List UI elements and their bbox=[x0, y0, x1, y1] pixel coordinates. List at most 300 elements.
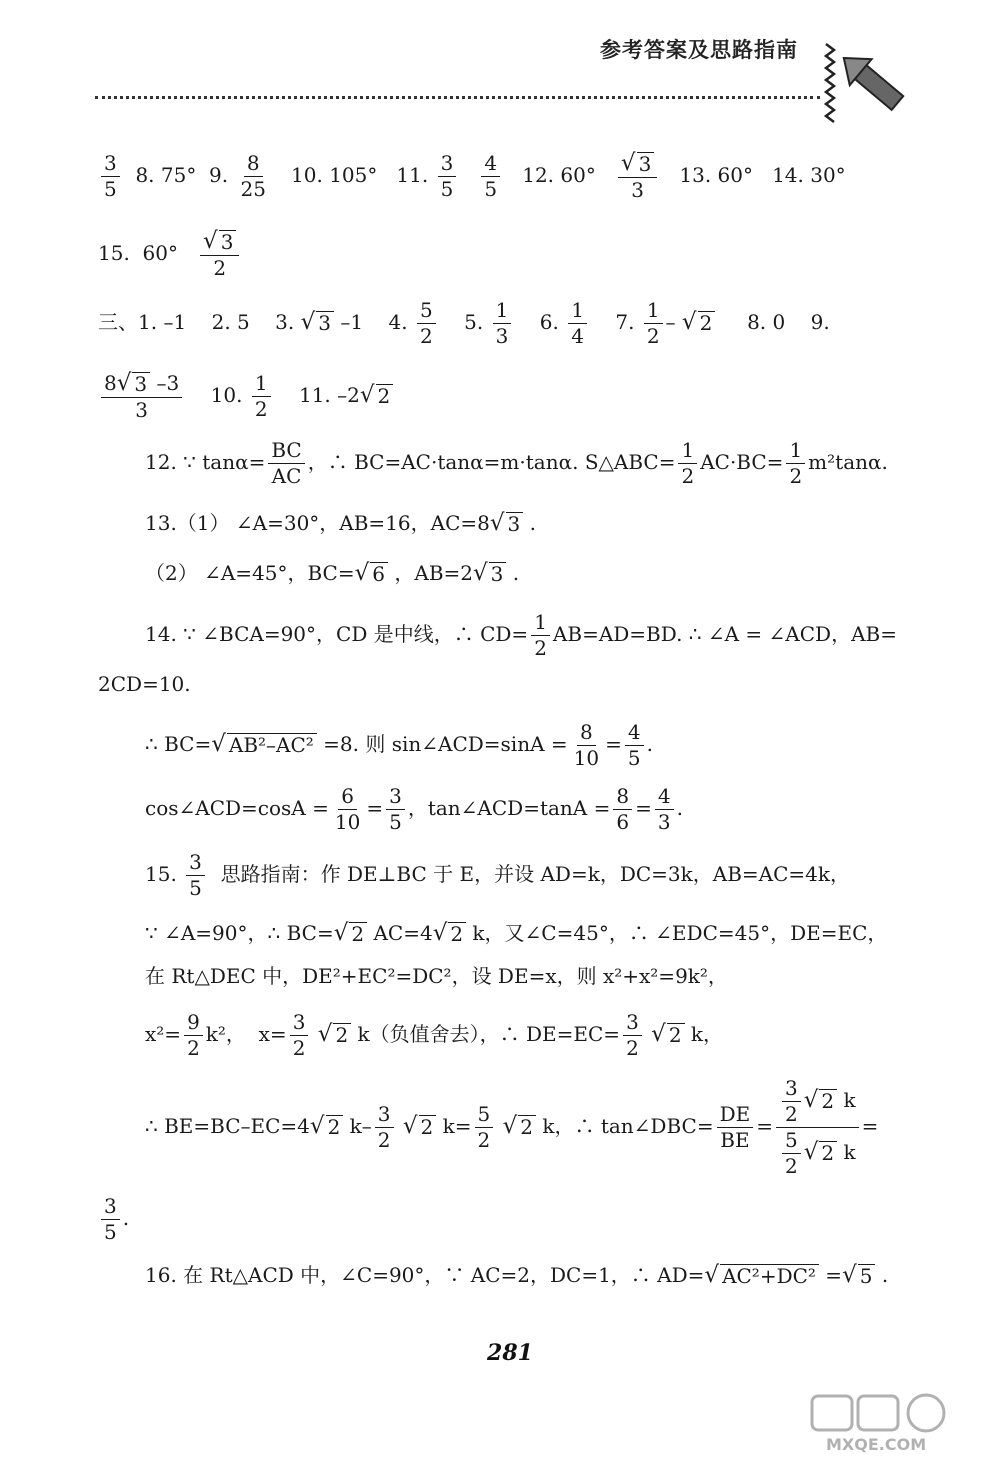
math-text: 2 bbox=[534, 636, 547, 660]
math-text: 9 bbox=[187, 1010, 200, 1034]
math-text: BE bbox=[720, 1128, 750, 1152]
fraction bbox=[252, 373, 271, 420]
numerator bbox=[438, 153, 457, 177]
text-run: = bbox=[635, 796, 652, 820]
radicand bbox=[333, 1023, 351, 1046]
math-text: 5 bbox=[477, 1102, 491, 1126]
text-run: = bbox=[605, 732, 622, 756]
math-text: 8 bbox=[616, 784, 630, 808]
math-text: 1 bbox=[789, 438, 803, 462]
watermark-logo-icon bbox=[806, 1392, 996, 1456]
text-run: k bbox=[837, 1088, 856, 1112]
math-text: 3 bbox=[104, 1194, 117, 1218]
radicand bbox=[370, 562, 388, 585]
fraction bbox=[717, 1104, 754, 1151]
sqrt-expression bbox=[804, 1089, 837, 1112]
text-run: 8. 0 9. bbox=[715, 310, 830, 334]
radicand bbox=[326, 1115, 344, 1138]
radicand bbox=[489, 562, 507, 585]
radical-sign-icon: √ bbox=[473, 560, 488, 586]
math-text: 2 bbox=[420, 1115, 434, 1139]
math-text: 2 bbox=[327, 1115, 341, 1139]
fraction bbox=[386, 786, 405, 833]
numerator bbox=[184, 1012, 203, 1036]
text-run: k²， x= bbox=[205, 1022, 287, 1046]
text-run: 16. 在 Rt△ACD 中，∠C=90°，∵ AC=2，DC=1，∴ AD= bbox=[145, 1263, 705, 1287]
math-text: 2 bbox=[351, 922, 365, 946]
answer-line bbox=[98, 300, 830, 347]
fraction bbox=[290, 1012, 309, 1059]
text-run: AB=AD=BD. ∴ ∠A = ∠ACD，AB= bbox=[552, 622, 897, 646]
numerator bbox=[613, 786, 632, 810]
radicand bbox=[858, 1264, 876, 1287]
radicand bbox=[506, 512, 524, 535]
sqrt-expression bbox=[301, 311, 334, 334]
radical-sign-icon: √ bbox=[203, 228, 218, 254]
math-text: 5 bbox=[859, 1264, 873, 1288]
text-run: = bbox=[756, 1114, 773, 1138]
math-text: 3 bbox=[318, 311, 332, 335]
denominator bbox=[269, 464, 305, 487]
radical-sign-icon: √ bbox=[359, 382, 375, 408]
denominator bbox=[644, 324, 663, 347]
denominator bbox=[290, 1036, 309, 1059]
radicand bbox=[667, 1023, 685, 1046]
math-text: 25 bbox=[240, 177, 266, 201]
numerator bbox=[678, 440, 697, 464]
denominator bbox=[238, 177, 269, 200]
text-run: . bbox=[676, 796, 683, 820]
fraction bbox=[101, 1196, 120, 1243]
fraction bbox=[481, 153, 500, 200]
math-text: 3 bbox=[785, 1076, 798, 1100]
math-text: 10 bbox=[573, 746, 600, 770]
fraction bbox=[493, 300, 512, 347]
answer-line bbox=[98, 1196, 129, 1243]
header-divider bbox=[95, 96, 820, 99]
denominator bbox=[571, 746, 602, 769]
text-run: . bbox=[122, 1206, 130, 1230]
radicand bbox=[376, 384, 394, 407]
math-text: 5 bbox=[627, 746, 641, 770]
radical-sign-icon: √ bbox=[502, 1113, 518, 1139]
answer-line bbox=[145, 512, 536, 535]
page-number: 281 bbox=[487, 1340, 533, 1366]
sqrt-expression bbox=[621, 152, 654, 175]
math-text: 2 bbox=[419, 324, 433, 348]
numerator bbox=[101, 1196, 120, 1220]
math-text: 3 bbox=[377, 1102, 391, 1126]
radical-sign-icon: √ bbox=[309, 1113, 325, 1139]
math-text: 4 bbox=[571, 324, 584, 348]
sqrt-expression bbox=[503, 1115, 536, 1138]
denominator bbox=[493, 324, 512, 347]
math-text: 2 bbox=[785, 1154, 798, 1178]
sqrt-expression bbox=[842, 1264, 875, 1287]
numerator bbox=[717, 1104, 754, 1128]
math-text: 6 bbox=[341, 784, 354, 808]
answer-line bbox=[145, 562, 519, 585]
text-run: 6. bbox=[514, 310, 566, 334]
math-text: 2 bbox=[377, 1128, 391, 1152]
math-text: 1 bbox=[495, 298, 509, 322]
math-text: 1 bbox=[254, 371, 268, 395]
math-text: 2 bbox=[292, 1036, 306, 1060]
fraction bbox=[782, 1078, 801, 1125]
denominator bbox=[481, 177, 500, 200]
numerator bbox=[200, 230, 239, 256]
numerator bbox=[475, 1104, 494, 1128]
denominator bbox=[332, 810, 363, 833]
denominator bbox=[782, 1154, 801, 1177]
text-run: 三、1. –1 2. 5 3. bbox=[98, 310, 301, 334]
answer-line bbox=[145, 440, 888, 487]
math-text: 1 bbox=[534, 610, 547, 634]
numerator bbox=[386, 786, 405, 810]
sqrt-expression bbox=[334, 922, 367, 945]
text-run: AC=4 bbox=[367, 921, 433, 945]
answer-line bbox=[145, 612, 897, 659]
numerator bbox=[186, 852, 205, 876]
radicand bbox=[219, 230, 237, 253]
numerator bbox=[782, 1130, 801, 1154]
fraction bbox=[655, 786, 674, 833]
math-text: 3 bbox=[631, 178, 644, 202]
answer-line bbox=[145, 966, 728, 986]
math-text: 3 bbox=[292, 1010, 306, 1034]
text-run: 15. bbox=[145, 862, 184, 886]
text-run: . bbox=[506, 561, 520, 585]
radicand bbox=[316, 311, 334, 334]
radicand bbox=[419, 1115, 437, 1138]
answer-line bbox=[145, 922, 887, 945]
fraction bbox=[101, 153, 120, 200]
fraction bbox=[786, 440, 805, 487]
text-run: 13. 60° 14. 30° bbox=[660, 163, 846, 187]
denominator bbox=[786, 464, 805, 487]
text-run: ，AB=2 bbox=[388, 561, 473, 585]
denominator bbox=[625, 746, 644, 769]
math-text: 2 bbox=[646, 324, 660, 348]
numerator bbox=[786, 440, 805, 464]
sqrt-expression bbox=[355, 562, 388, 585]
text-run: k= bbox=[436, 1114, 472, 1138]
radical-sign-icon: √ bbox=[354, 560, 370, 586]
text-run: 8 bbox=[104, 371, 117, 395]
math-text: 2 bbox=[789, 464, 803, 488]
sqrt-expression bbox=[211, 733, 317, 756]
answer-line bbox=[145, 1264, 888, 1287]
math-text: 5 bbox=[189, 876, 202, 900]
fraction bbox=[625, 722, 644, 769]
fraction bbox=[184, 1012, 203, 1059]
math-text: 3 bbox=[220, 230, 234, 254]
math-text: 2 bbox=[821, 1089, 835, 1113]
text-run: ，∴ BC=AC·tanα=m·tanα. S△ABC= bbox=[307, 450, 676, 474]
text-run: m²tanα. bbox=[808, 450, 888, 474]
denominator bbox=[655, 810, 674, 833]
radical-sign-icon: √ bbox=[211, 731, 226, 757]
math-text: 2 bbox=[699, 311, 713, 335]
math-group bbox=[104, 371, 179, 395]
numerator bbox=[577, 722, 596, 746]
text-run: = bbox=[366, 796, 384, 820]
math-text: 5 bbox=[785, 1128, 798, 1152]
math-text: 2 bbox=[668, 1023, 682, 1047]
sqrt-expression bbox=[490, 512, 523, 535]
text-run: cos∠ACD=cosA = bbox=[145, 796, 329, 820]
answer-line bbox=[98, 372, 393, 421]
text-run: = bbox=[861, 1114, 879, 1138]
text-run: 15. 60° bbox=[98, 241, 198, 265]
text-run: . bbox=[646, 732, 653, 756]
numerator bbox=[655, 786, 674, 810]
sqrt-expression bbox=[704, 1264, 819, 1287]
text-run: 14. ∵ ∠BCA=90°，CD 是中线，∴ CD= bbox=[145, 622, 529, 646]
math-text: 3 bbox=[657, 810, 671, 834]
math-text: 10 bbox=[334, 810, 361, 834]
denominator bbox=[438, 177, 457, 200]
text-run: 12. ∵ tanα= bbox=[145, 450, 266, 474]
math-text: 4 bbox=[627, 720, 641, 744]
text-run: 13.（1） ∠A=30°，AB=16，AC=8 bbox=[145, 511, 490, 535]
text-run: 10. 105° 11. bbox=[271, 163, 435, 187]
denominator bbox=[375, 1128, 394, 1151]
denominator bbox=[623, 1036, 642, 1059]
math-text: 5 bbox=[389, 810, 402, 834]
numerator bbox=[481, 153, 500, 177]
text-run: k， bbox=[684, 1022, 724, 1046]
denominator bbox=[475, 1128, 494, 1151]
math-text: 3 bbox=[490, 562, 504, 586]
text-run: 10. bbox=[185, 383, 249, 407]
text-run: 12. 60° bbox=[503, 163, 615, 187]
math-group bbox=[779, 1076, 856, 1126]
fraction bbox=[776, 1078, 859, 1177]
denominator bbox=[782, 1102, 801, 1125]
math-text: DE bbox=[719, 1102, 751, 1126]
radical-sign-icon: √ bbox=[402, 1113, 418, 1139]
text-run: 思路指南：作 DE⊥BC 于 E，并设 AD=k，DC=3k，AB=AC=4k， bbox=[207, 862, 851, 886]
math-text: 1 bbox=[681, 438, 695, 462]
fraction bbox=[571, 722, 602, 769]
fraction bbox=[101, 372, 182, 421]
math-text: 2 bbox=[254, 397, 268, 421]
denominator bbox=[186, 876, 205, 899]
answer-line bbox=[145, 1012, 723, 1059]
math-text: 2 bbox=[681, 464, 695, 488]
math-text: 8 bbox=[246, 151, 260, 175]
radical-sign-icon: √ bbox=[317, 1021, 333, 1047]
text-run: 8. 75° 9. bbox=[122, 163, 235, 187]
sqrt-expression bbox=[403, 1115, 436, 1138]
fraction bbox=[618, 152, 657, 201]
math-text: 3 bbox=[134, 372, 148, 396]
sqrt-expression bbox=[310, 1115, 343, 1138]
fraction bbox=[332, 786, 363, 833]
denominator bbox=[717, 1128, 752, 1151]
fraction bbox=[782, 1130, 801, 1177]
math-text: AC bbox=[271, 464, 302, 488]
fraction bbox=[238, 153, 269, 200]
math-text: 2 bbox=[626, 1036, 639, 1060]
sqrt-expression bbox=[651, 1023, 684, 1046]
radicand bbox=[819, 1141, 837, 1164]
math-text: 5 bbox=[419, 298, 433, 322]
math-text: 2 bbox=[821, 1141, 835, 1165]
text-run: k，∴ tan∠DBC= bbox=[535, 1114, 714, 1138]
math-text: 2 bbox=[187, 1036, 200, 1060]
text-run: 11. –2 bbox=[273, 383, 360, 407]
numerator bbox=[531, 612, 550, 636]
fraction bbox=[568, 300, 587, 347]
text-run: k– bbox=[343, 1114, 372, 1138]
text-run: 7. bbox=[589, 310, 641, 334]
sqrt-expression bbox=[804, 1141, 837, 1164]
math-text: 4 bbox=[657, 784, 671, 808]
math-text: 3 bbox=[389, 784, 402, 808]
text-run: k bbox=[837, 1140, 856, 1164]
header-title: 参考答案及思路指南 bbox=[600, 38, 798, 62]
math-text: 6 bbox=[372, 562, 386, 586]
text-run: = bbox=[818, 1263, 843, 1287]
denominator bbox=[386, 810, 405, 833]
svg-text:MXQE.COM: MXQE.COM bbox=[826, 1435, 927, 1454]
answer-line bbox=[145, 852, 850, 899]
denominator bbox=[678, 464, 697, 487]
numerator bbox=[252, 373, 271, 397]
math-text: 2 bbox=[450, 922, 464, 946]
radicand bbox=[698, 311, 716, 334]
math-text: 1 bbox=[571, 298, 584, 322]
numerator bbox=[375, 1104, 394, 1128]
text-run: . bbox=[523, 511, 536, 535]
text-run: 5. bbox=[438, 310, 490, 334]
math-text: 3 bbox=[440, 151, 454, 175]
denominator bbox=[531, 636, 550, 659]
math-text: 2 bbox=[477, 1128, 491, 1152]
math-text: 3 bbox=[495, 324, 509, 348]
numerator bbox=[782, 1078, 801, 1102]
fraction bbox=[613, 786, 632, 833]
answer-line bbox=[98, 230, 242, 279]
numerator bbox=[101, 372, 182, 398]
answer-line bbox=[98, 674, 191, 694]
text-run: k（负值舍去），∴ DE=EC= bbox=[351, 1022, 621, 1046]
text-run: ∵ ∠A=90°，∴ BC= bbox=[145, 921, 334, 945]
radical-sign-icon: √ bbox=[489, 510, 505, 536]
denominator bbox=[101, 177, 120, 200]
math-text: 2 bbox=[785, 1102, 798, 1126]
sqrt-expression bbox=[203, 230, 236, 253]
denominator bbox=[628, 178, 647, 201]
text-run: =8. 则 sin∠ACD=sinA = bbox=[316, 732, 568, 756]
math-text: 3 bbox=[135, 398, 148, 422]
math-text: 3 bbox=[189, 850, 202, 874]
text-run: ∴ BE=BC–EC=4 bbox=[145, 1114, 310, 1138]
answer-line bbox=[145, 1078, 878, 1177]
math-text: 3 bbox=[104, 151, 117, 175]
numerator bbox=[290, 1012, 309, 1036]
fraction bbox=[438, 153, 457, 200]
text-run: ，tan∠ACD=tanA = bbox=[407, 796, 611, 820]
text-run: ∴ BC= bbox=[145, 732, 212, 756]
math-text: 5 bbox=[484, 177, 498, 201]
math-text: 3 bbox=[626, 1010, 639, 1034]
math-text: 4 bbox=[484, 151, 498, 175]
numerator bbox=[244, 153, 263, 177]
math-text: AC²+DC² bbox=[722, 1264, 816, 1288]
denominator bbox=[613, 810, 632, 833]
sqrt-expression bbox=[117, 372, 150, 395]
denominator bbox=[568, 324, 587, 347]
math-text: 5 bbox=[104, 1220, 117, 1244]
text-run: k，又∠C=45°，∴ ∠EDC=45°，DE=EC， bbox=[466, 921, 888, 945]
radical-sign-icon: √ bbox=[651, 1021, 666, 1047]
radical-sign-icon: √ bbox=[116, 370, 132, 396]
radical-sign-icon: √ bbox=[681, 309, 697, 335]
numerator bbox=[625, 722, 644, 746]
math-text: 5 bbox=[104, 177, 117, 201]
fraction bbox=[268, 440, 304, 487]
radical-sign-icon: √ bbox=[704, 1262, 720, 1288]
radicand bbox=[720, 1264, 819, 1287]
fraction bbox=[644, 300, 663, 347]
fraction bbox=[678, 440, 697, 487]
text-run: （2） ∠A=45°，BC= bbox=[145, 561, 355, 585]
radicand bbox=[637, 152, 655, 175]
denominator bbox=[776, 1128, 859, 1177]
numerator bbox=[568, 300, 587, 324]
math-text: 2 bbox=[213, 256, 227, 280]
fraction bbox=[531, 612, 550, 659]
radicand bbox=[448, 922, 466, 945]
text-run: x²= bbox=[145, 1022, 182, 1046]
arrow-decoration-icon bbox=[816, 40, 916, 130]
text-run: 2CD=10. bbox=[98, 672, 191, 696]
numerator bbox=[338, 786, 357, 810]
sqrt-expression bbox=[433, 922, 466, 945]
math-text: 2 bbox=[377, 384, 391, 408]
radical-sign-icon: √ bbox=[432, 920, 448, 946]
answer-line bbox=[98, 152, 846, 201]
denominator bbox=[184, 1036, 203, 1059]
numerator bbox=[101, 153, 120, 177]
denominator bbox=[101, 1220, 120, 1243]
denominator bbox=[417, 324, 436, 347]
numerator bbox=[618, 152, 657, 178]
math-text: 1 bbox=[646, 298, 660, 322]
fraction bbox=[623, 1012, 642, 1059]
radical-sign-icon: √ bbox=[620, 150, 636, 176]
math-text: 2 bbox=[335, 1023, 349, 1047]
denominator bbox=[252, 397, 271, 420]
math-text: 8 bbox=[580, 720, 593, 744]
fraction bbox=[475, 1104, 494, 1151]
fraction bbox=[186, 852, 205, 899]
sqrt-expression bbox=[318, 1023, 351, 1046]
math-group bbox=[779, 1128, 856, 1178]
radical-sign-icon: √ bbox=[842, 1262, 857, 1288]
answer-line bbox=[145, 722, 653, 769]
numerator bbox=[268, 440, 304, 464]
fraction bbox=[417, 300, 436, 347]
sqrt-expression bbox=[682, 311, 715, 334]
numerator bbox=[417, 300, 436, 324]
radicand bbox=[349, 922, 367, 945]
sqrt-expression bbox=[360, 384, 393, 407]
radicand bbox=[518, 1115, 536, 1138]
